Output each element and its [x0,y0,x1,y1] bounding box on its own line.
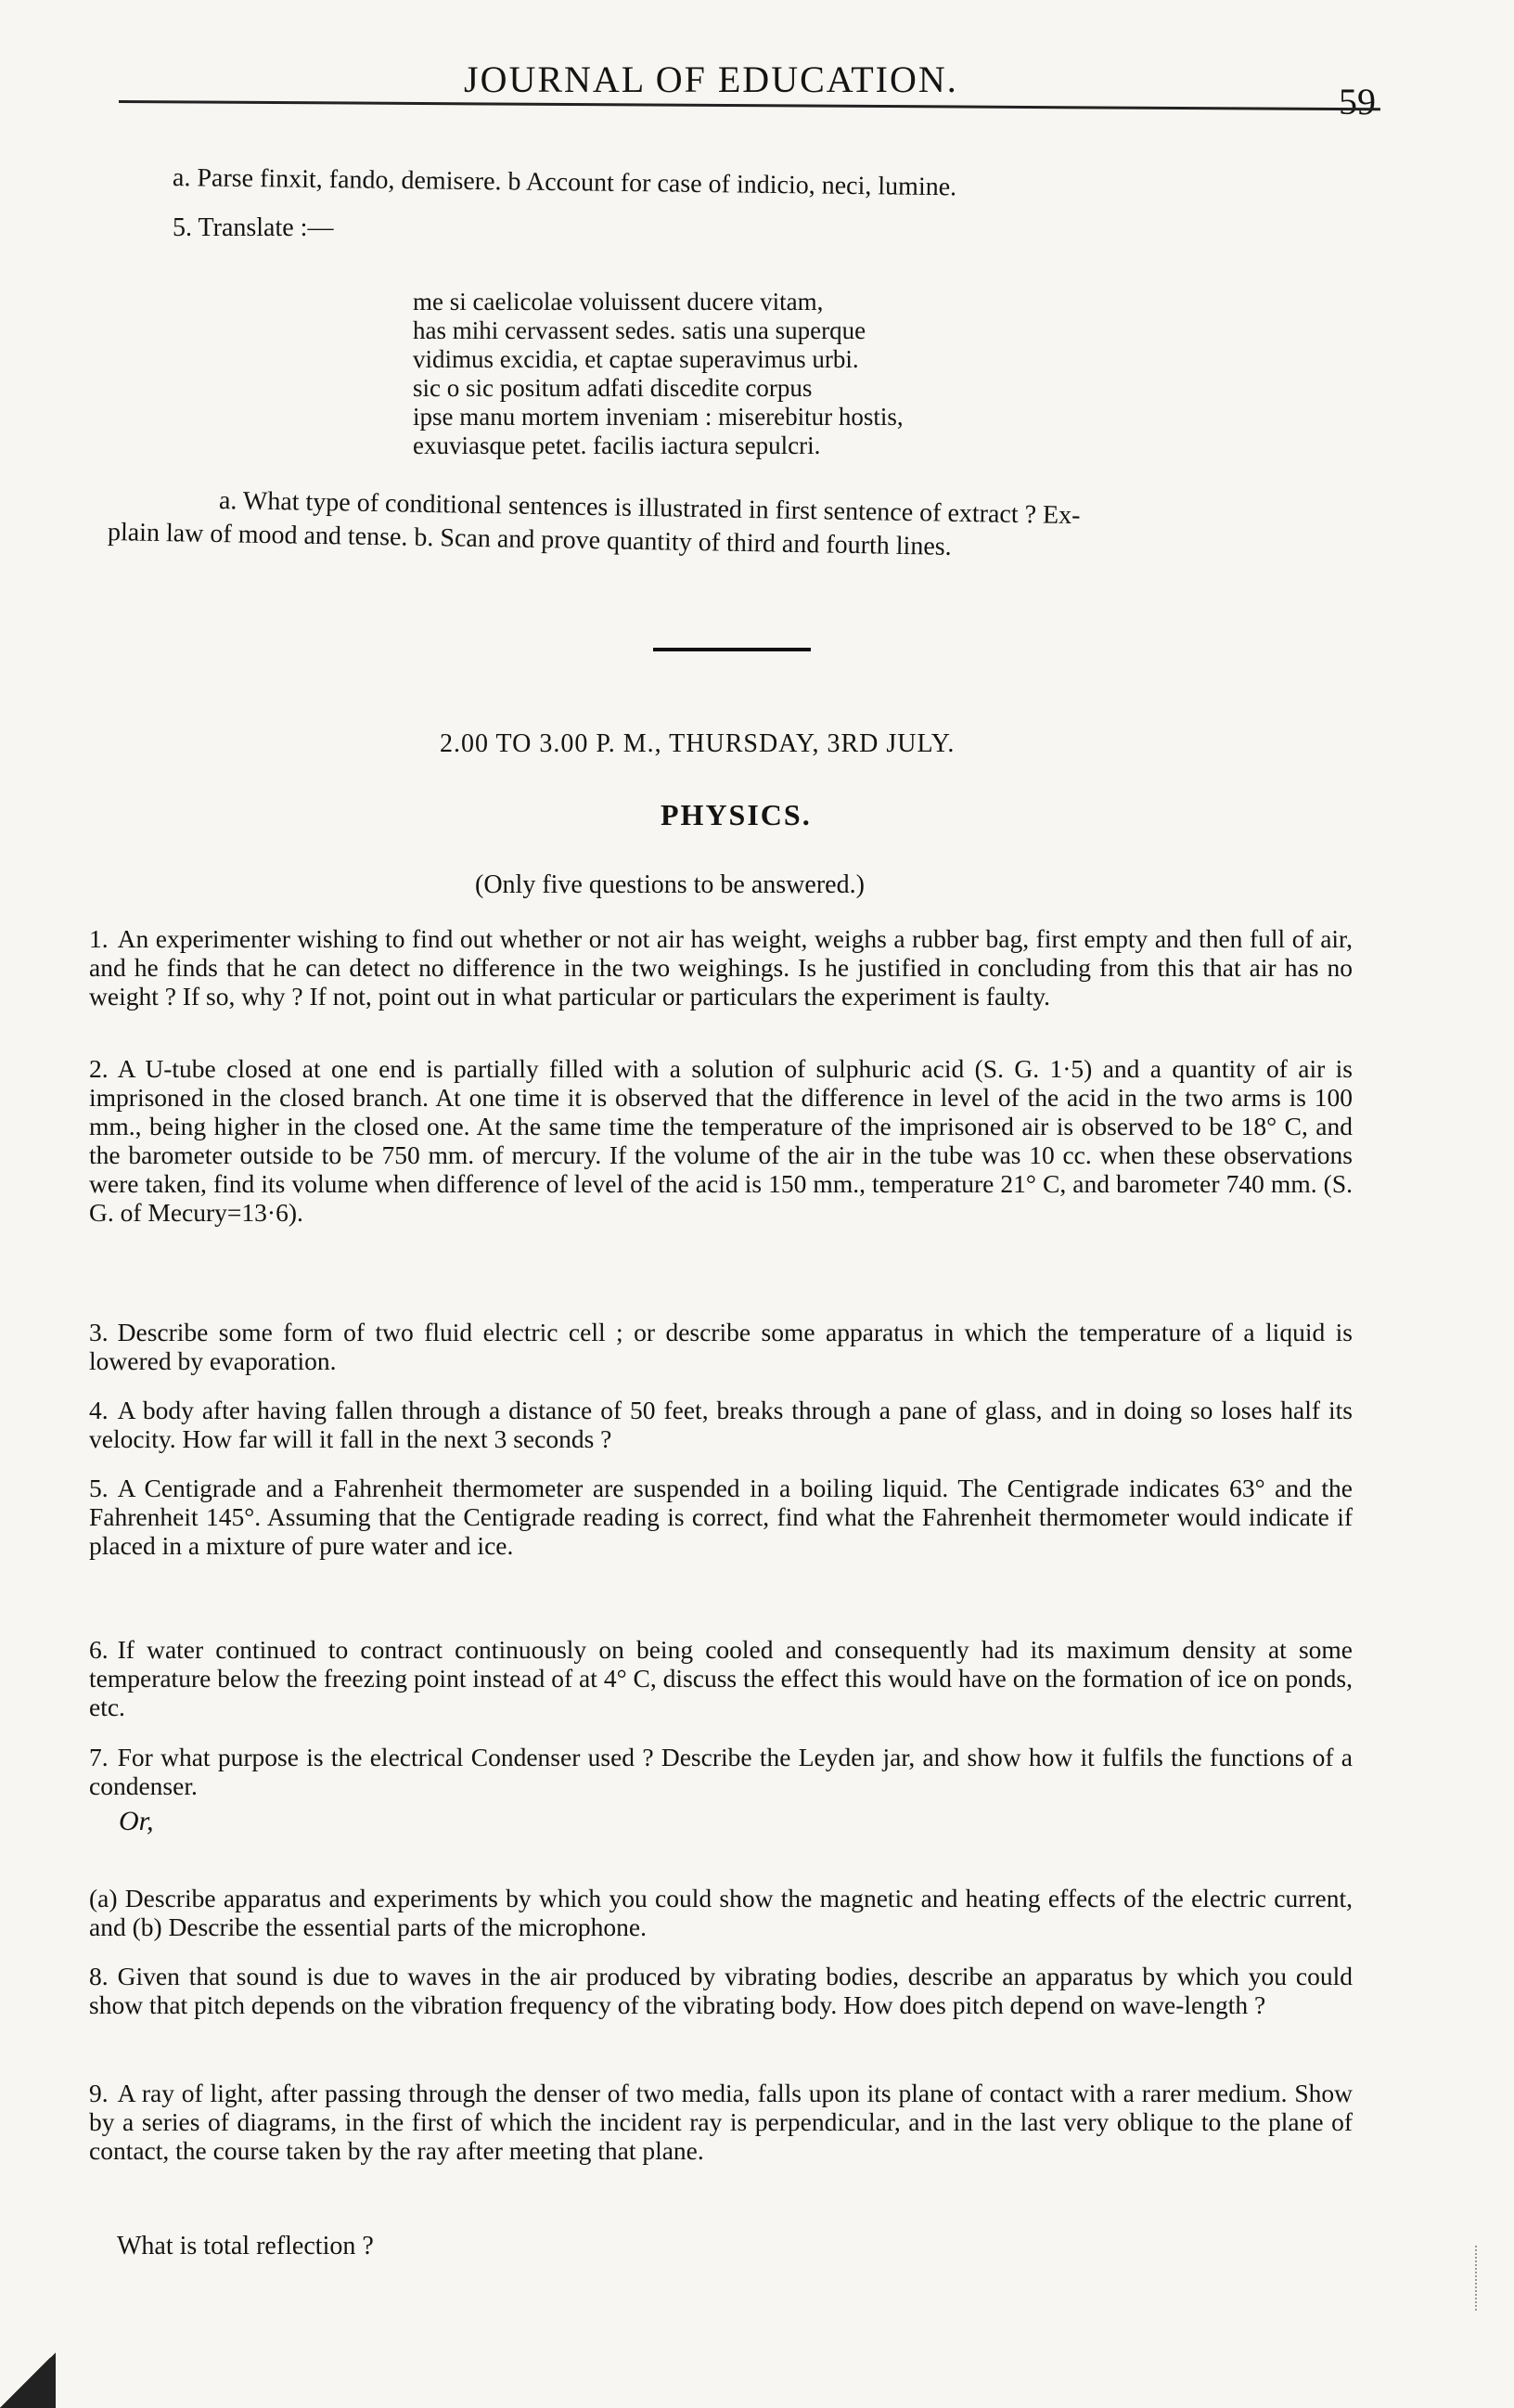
question-text: For what purpose is the electrical Condenser used ? Describe the Leyden jar, and show how it fulfils the functions of a condenser. [89,1743,1353,1800]
question-text: If water continued to contract continuously on being cooled and consequently had its maximum density at some temperature below the freezing point instead of at 4° C, discuss the effect this would have on the formation of ice on ponds, etc. [89,1635,1353,1721]
latin-question-4a: a. Parse finxit, fando, demisere. b Account for case of indicio, neci, lumine. [172,163,957,202]
question-number: 2. [89,1054,109,1083]
question-number: 4. [89,1396,109,1424]
final-question: What is total reflection ? [117,2232,374,2260]
question-4 [89,1396,1353,1453]
question-text: A body after having fallen through a distance of 50 feet, breaks through a pane of glass, and in doing so loses half its velocity. How far will it fall in the next 3 seconds ? [89,1396,1353,1453]
section-divider [653,648,811,651]
question-text: Given that sound is due to waves in the air produced by vibrating bodies, describe an apparatus by which you could show that pitch depends on the vibration frequency of the vibrating body. How does pitch depend on wave-length ? [89,1962,1353,2019]
question-3 [89,1318,1353,1375]
verse-line: ipse manu mortem inveniam : miserebitur hostis, [413,403,904,431]
question-number: 9. [89,2079,109,2107]
question-text: An experimenter wishing to find out whether or not air has weight, weighs a rubber bag, first empty and then full of air, and he finds that he can detect no difference in the two weighings. Is he justified in concluding from this that air has no weight ? If so, why ? If not, point out in what particular or particulars the experiment is faulty. [89,924,1353,1011]
question-text: Describe some form of two fluid electric cell ; or describe some apparatus in which the temperature of a liquid is lowered by evaporation. [89,1318,1353,1375]
scan-noise [1475,2246,1484,2311]
question-6 [89,1635,1353,1721]
question-text: (a) Describe apparatus and experiments by which you could show the magnetic and heating effects of the electric current, and (b) Describe the essential parts of the microphone. [89,1884,1353,1941]
latin-verse-block [413,288,904,460]
question-5 [89,1474,1353,1560]
question-8 [89,1962,1353,2019]
question-text: A Centigrade and a Fahrenheit thermometer are suspended in a boiling liquid. The Centigrade indicates 63° and the Fahrenheit 145°. Assuming that the Centigrade reading is correct, find what the Fahrenheit thermometer would indicate if placed in a mixture of pure water and ice. [89,1474,1353,1560]
question-number: 5. [89,1474,109,1502]
question-number: 7. [89,1743,109,1771]
session-time: 2.00 TO 3.00 P. M., THURSDAY, 3RD JULY. [440,729,956,758]
question-number: 6. [89,1635,109,1664]
section-title: PHYSICS. [661,798,812,831]
question-number: 3. [89,1318,109,1346]
question-text: A U-tube closed at one end is partially filled with a solution of sulphuric acid (S. G. 1·5) and a quantity of air is imprisoned in the closed branch. At one time it is observed that the difference in level of the acid in the two arms is 100 mm., being higher in the closed one. At the same time the temperature of the imprisoned air is observed to be 18° C, and the barometer outside to be 750 mm. of mercury. If the volume of the air in the tube was 10 cc. when these observations were taken, find its volume when difference of level of the acid is 150 mm., temperature 21° C, and barometer 740 mm. (S. G. of Mecury=13·6). [89,1054,1353,1227]
question-2 [89,1054,1353,1227]
latin-question-5-label: 5. Translate :— [173,213,334,242]
exam-instruction: (Only five questions to be answered.) [475,870,865,899]
verse-line: me si caelicolae voluissent ducere vitam, [413,288,824,315]
latin-question-5a-line2: plain law of mood and tense. b. Scan and prove quantity of third and fourth lines. [107,518,952,561]
question-7-alternative [89,1884,1353,1941]
verse-line: exuviasque petet. facilis iactura sepulcri. [413,431,821,459]
page-number: 59 [1339,81,1376,122]
question-7 [89,1743,1353,1800]
verse-line: vidimus excidia, et captae superavimus urbi. [413,345,859,373]
question-number: 1. [89,924,109,953]
header-rule [119,100,1380,110]
verse-line: has mihi cervassent sedes. satis una superque [413,316,866,344]
question-number: 8. [89,1962,109,1990]
question-1 [89,924,1353,1011]
verse-line: sic o sic positum adfati discedite corpus [413,374,813,402]
latin-question-5a-line1: a. What type of conditional sentences is illustrated in first sentence of extract ? Ex- [218,486,1081,531]
or-label: Or, [119,1806,154,1836]
page-edge-shadow [0,2352,56,2408]
question-text: A ray of light, after passing through the denser of two media, falls upon its plane of contact with a rarer medium. Show by a series of diagrams, in the first of which the incident ray is perpendicular, and in the last very oblique to the plane of contact, the course taken by the ray after meeting that plane. [89,2079,1353,2165]
question-9 [89,2079,1353,2165]
journal-title: JOURNAL OF EDUCATION. [464,58,958,100]
